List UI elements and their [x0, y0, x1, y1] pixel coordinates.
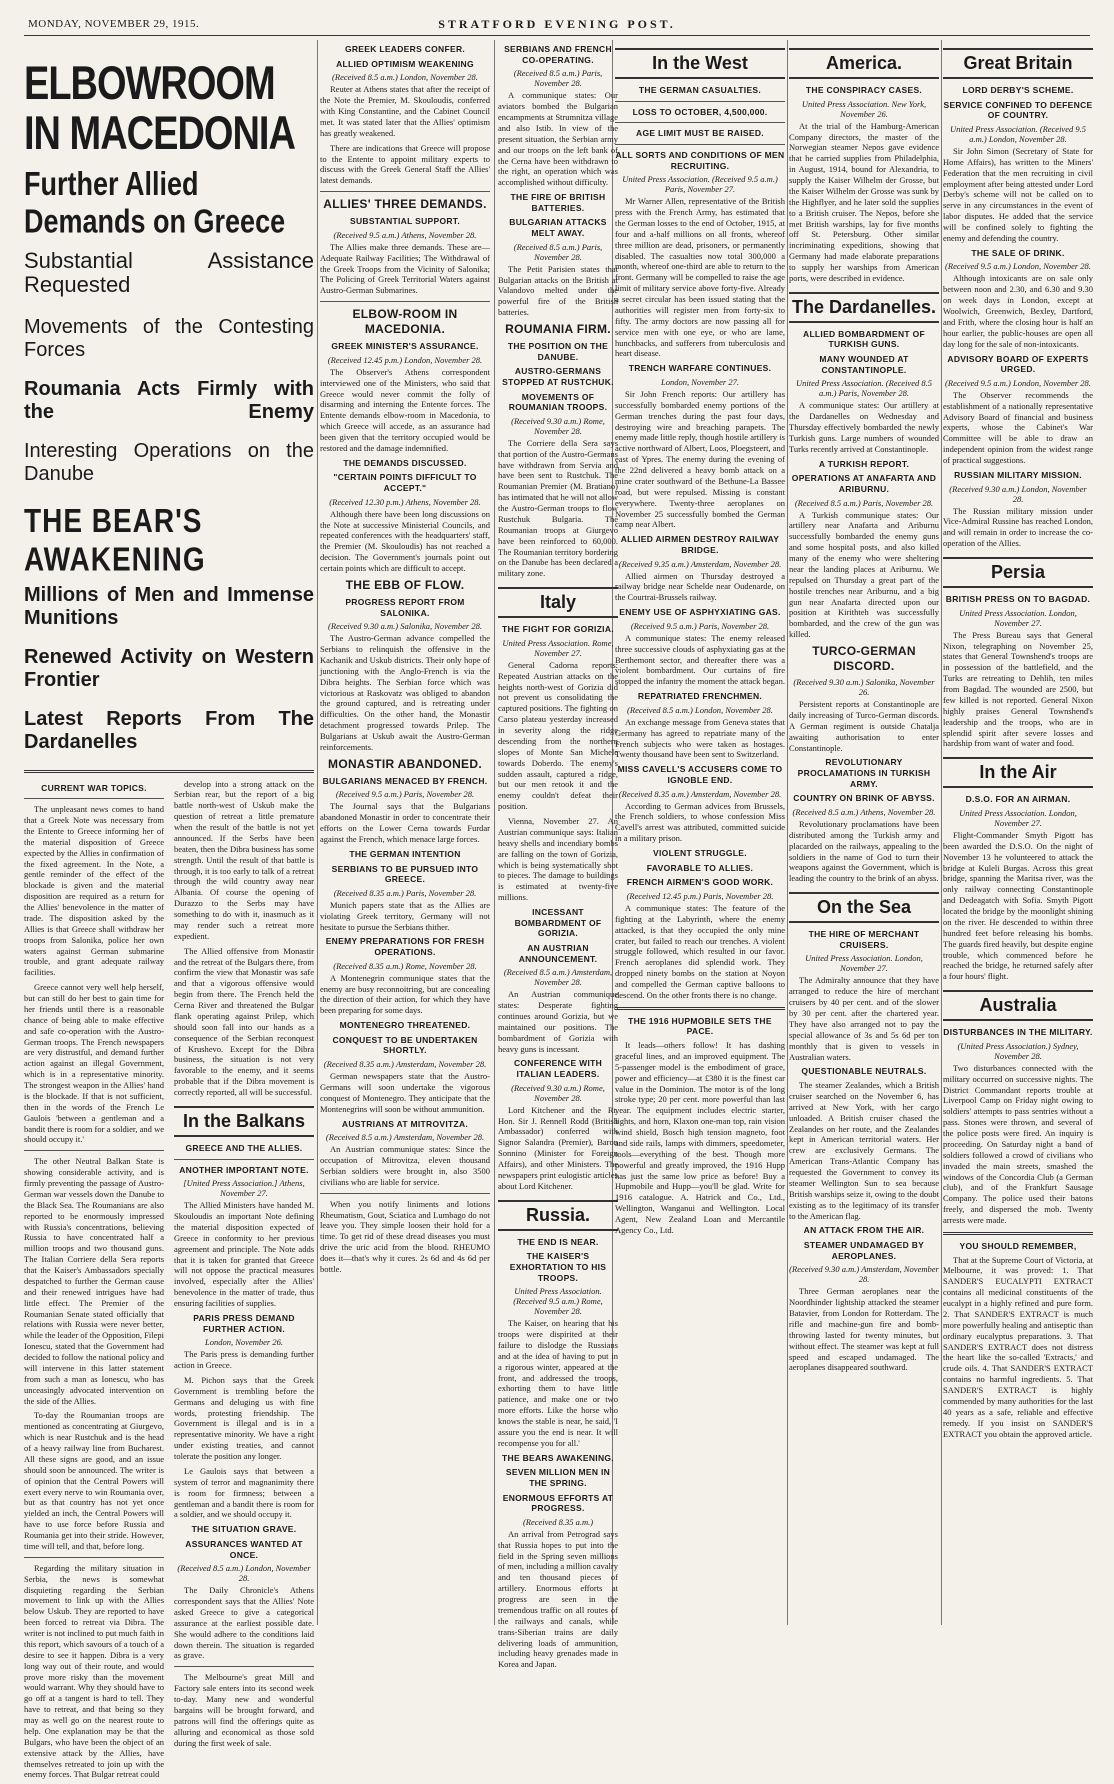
article-paragraph: An exchange message from Geneva states that Germany has agreed to repatriate many of the French subjects who were taken as hostages. Twenty thousand have been sent to Switzerland. — [615, 716, 785, 760]
dateline: [United Press Association.] Athens, November 27. — [183, 1178, 305, 1199]
divider — [24, 1150, 164, 1151]
article-paragraph: The Journal says that the Bulgarians abandoned Monastir in order to concentrate their efforts on the Lower Cerna towards Furdar against the French, which menace large forces. — [320, 801, 490, 844]
dateline: (Received 12.45 p.m.) London, November 28. — [327, 354, 483, 365]
article-paragraph: The Allied Ministers have handed M. Skouloudis an important Note defining the material disposition expected of Greece in conformity to her previous agreement and principle. The Note adds that it is taken for granted that Greece will not oppose the practical measures involved, especially after the Allies' benevolence in the matter of trade, thus ensuring facilities of supplies. — [174, 1200, 314, 1309]
dateline: (Received 8.35 a.m.) Rome, November 28. — [333, 960, 477, 971]
article-heading: MONTENEGRO THREATENED. — [339, 1020, 471, 1031]
dateline: United Press Association. (Received 9.5 a.m.) Rome, November 28. — [513, 1286, 603, 1317]
section-heading: Russia. — [498, 1200, 618, 1231]
article-heading: CURRENT WAR TOPICS. — [41, 782, 147, 793]
article-heading: SEVEN MILLION MEN IN THE SPRING. — [505, 1467, 611, 1488]
article-heading: THE GERMAN CASUALTIES. — [638, 85, 762, 95]
dateline: London, November 26. — [205, 1337, 283, 1348]
balkans-column — [174, 779, 314, 1784]
article-heading: COUNTRY ON BRINK OF ABYSS. — [793, 793, 935, 804]
dateline: (Received 8.5 a.m.) Athens, November 28. — [792, 806, 936, 817]
article-heading: QUESTIONABLE NEUTRALS. — [801, 1066, 927, 1077]
dateline: (Received 8.5 a.m.) Paris, November 28. — [513, 241, 603, 262]
article-heading: MANY WOUNDED AT CONSTANTINOPLE. — [819, 354, 909, 375]
article-paragraph: Greece cannot very well help herself, but can still do her best to gain time for her friends until there is a reasonable chance of being able to make effective and safe co-operation with the Austro-German troops. The French newspapers are very distrustful, and demand further action against an illegal Government, which is in a representative minority. The strongest weapon in the Allies' hand is the blockade. If that is not sufficient, then in the words of the French Le Gaulois 'between a gentleman and a bandit there is room for a soldier, and we should occupy it.' — [24, 982, 164, 1145]
article-heading: BULGARIANS MENACED BY FRENCH. — [322, 775, 488, 786]
dateline: (Received 8.35 a.m.) Paris, November 28. — [333, 887, 477, 898]
advertisement-heading: YOU SHOULD REMEMBER, — [959, 1240, 1077, 1251]
article-heading: AN ATTACK FROM THE AIR. — [803, 1225, 925, 1236]
dateline: (Received 9.5 a.m.) Athens, November 28. — [333, 229, 477, 240]
article-heading: ALLIED BOMBARDMENT OF TURKISH GUNS. — [803, 328, 925, 350]
article-heading: THE SITUATION GRAVE. — [191, 1524, 297, 1535]
article-paragraph: The unpleasant news comes to hand that a Greek Note was necessary from the Entente to Greece informing her of the material disposition of Greece expected by the Allies in confirmation of the fixed agreement. In the Note, a gentle reminder of the effect of the blockade is given and the material disposition are required as a return for the Allies' benevolence in the matter of trade. The disposition asked by the Allies is that Greece shall withdraw her troops from Salonika, police her own waters against German submarine trouble, and grant adequate railway facilities. — [24, 804, 164, 978]
article-heading: ASSURANCES WANTED AT ONCE. — [185, 1538, 303, 1560]
dateline: United Press Association. (Received 8.5 a.m.) Paris, November 28. — [796, 378, 932, 399]
dateline: (Received 9.5 a.m.) London, November 28. — [945, 261, 1091, 272]
article-paragraph: Although there have been long discussions on the Note at successive Ministerial Councils, and repeated conferences with the headquarters' staff, the Premier (M. Skouloudis) has not reached a decision. The Government's journals point out certain points which are difficult to accept. — [320, 508, 490, 573]
section-heading: In the Air — [943, 757, 1093, 788]
lead-headline: ELBOWROOM IN MACEDONIA — [24, 57, 295, 160]
divider — [615, 122, 785, 123]
article-heading: CONQUEST TO BE UNDERTAKEN SHORTLY. — [332, 1034, 478, 1056]
article-paragraph: The Allies make three demands. These are— Adequate Railway Facilities; The Withdrawal of the Greek Troops from the Vicinity of Salonika; The Policing of Greek Territorial Waters against Austro-German Submarines. — [320, 241, 490, 296]
article-paragraph: Allied airmen on Thursday destroyed a railway bridge near Schelde near Oudenarde, on the Courtrai-Brussels railway. — [615, 570, 785, 603]
article-paragraph: The Kaiser, on hearing that his troops were dispirited at their failure to dislodge the Russians and at the idea of having to put in a rigorous winter, appeared at the front, and addressed the troops, exhorting them to have little patience, and make one or two more efforts. Like the horse who knows the stable is near, he said, 'I assure you the end is near. It will recompense you for all.' — [498, 1318, 618, 1448]
advertisement: When you notify liniments and lotions Rheumatism, Gout, Sciatica and Lumbago do not leave you. They simple loosen their hold for a time. To get rid of these dread diseases you must drive the uric acid from the blood. RHEUMO does it—that's why it cures. 2s 6d and 4s 6d per bottle. — [320, 1198, 490, 1274]
article-paragraph: An Austrian communique states: Since the occupation of Mitrovitza, eleven thousand Serbian soldiers were brought in, also 3500 civilians who are liable for service. — [320, 1144, 490, 1187]
lead-line: Movements of the Contesting Forces — [24, 315, 314, 361]
article-heading: ALLIES' THREE DEMANDS. — [323, 197, 487, 212]
article-paragraph: An arrival from Petrograd says that Russia hopes to put into the field in the Spring seven millions of men, including a million cavalry and ten thousand pieces of artillery. Enormous efforts at progress are seen in the tremendous traffic on all routes of the railways and canals, while trans-Siberian trains are daily delivering loads of ammunition, including heavy grenades made in Korea and Japan. — [498, 1528, 618, 1670]
dateline: (Received 9.30 a.m.) Rome, November 28. — [511, 1082, 605, 1103]
article-heading: THE POSITION ON THE DANUBE. — [507, 341, 609, 362]
dateline: London, November 27. — [661, 376, 739, 387]
section-heading: In the Balkans — [174, 1106, 314, 1137]
article-heading: THE CONSPIRACY CASES. — [805, 85, 923, 95]
dateline: (Received 9.35 a.m.) Amsterdam, November 28. — [618, 558, 782, 569]
article-heading: ALL SORTS AND CONDITIONS OF MEN RECRUITING. — [615, 149, 785, 171]
divider — [943, 1232, 1093, 1235]
column-rule — [941, 40, 942, 1625]
article-heading: ADVISORY BOARD OF EXPERTS URGED. — [947, 353, 1089, 375]
section-heading: Italy — [498, 587, 618, 618]
article-heading: LOSS TO OCTOBER, 4,500,000. — [632, 106, 768, 117]
lead-line: Roumania Acts Firmly with the Enemy — [24, 377, 314, 423]
article-paragraph: Revolutionary proclamations have been distributed among the Turkish army and placarded on the railways, appealing to the soldiers in the name of God to turn their weapons against the Government, which is leading the country to the brink of an abyss. — [789, 818, 939, 884]
article-heading: THE SALE OF DRINK. — [971, 247, 1065, 258]
article-paragraph: Flight-Commander Smyth Pigott has been awarded the D.S.O. On the night of November 13 he volunteered to attack the bridge at Kuleli Burgas. Across this great bridge, spanning the Maritsa river, was the only railway connecting Constantinople and Dedeagatch with Sofia. Smyth Pigott located the bridge by the moonlight shining on the river. He descended to within three hundred feet before releasing his bombs. The guards fired heavily, but despite engine trouble, which commenced before he reached the bridge, he returned safely after a four hours' flight. — [943, 829, 1093, 982]
article-heading: BRITISH PRESS ON TO BAGDAD. — [945, 594, 1091, 604]
article-heading: PARIS PRESS DEMAND FURTHER ACTION. — [193, 1312, 295, 1334]
article-paragraph: develop into a strong attack on the Serbian rear, but the report of a big battle north-west of Uskub make the question of retreat a little premature when the result of the battle is not yet announced. If the Serbs have been beaten, then the Dibra business has some strength. Until the result of that battle is through, it is too early to talk of a retreat through the wild country away near Albania. Of course the opening of Durazzo to the Serbs may have something to do with it, inasmuch as it may render such a retreat more expedient. — [174, 778, 314, 941]
dateline: (Received 9.30 a.m.) Salonika, November 26. — [793, 677, 935, 697]
dateline: (Received 9.5 a.m.) Paris, November 28. — [335, 789, 475, 800]
section-heading: In the West — [615, 48, 785, 79]
article-paragraph: Two disturbances connected with the military occurred on successive nights. The District Commandant reports trouble at Liverpool Camp on Friday night owing to soldiers' attempts to pass sentries without a pass. Stones were thrown, and several of the police posts were fired. An inquiry is proceeding. On Saturday night a band of soldiers followed a crowd of civilians who invaded the main streets, smashed the windows of the Concordia Club (a German club), and of the Frankfurt Sausage Company. The police used their batons freely, and dispersed the mob. Twenty arrests were made. — [943, 1062, 1093, 1225]
article-paragraph: The Paris press is demanding further action in Greece. — [174, 1349, 314, 1371]
article-paragraph: Le Gaulois says that between a system of terror and magnanimity there is room for firmness; between a gentleman and a bandit there is room for a soldier, and we should occupy it. — [174, 1465, 314, 1520]
article-heading: OPERATIONS AT ANAFARTA AND ARIBURNU. — [791, 473, 937, 494]
article-heading: LORD DERBY'S SCHEME. — [962, 85, 1074, 95]
article-paragraph: German newspapers state that the Austro-Germans will soon undertake the vigorous conquest of Montenegro. They anticipate that the Montenegrins will soon be without ammunition. — [320, 1071, 490, 1114]
article-paragraph: Regarding the military situation in Serbia, the news is somewhat disquieting regarding the Serbian movement to link up with the Allies below Uskub. They are reported to have been forced to retreat via Dibra. The writer is not inclined to put much faith in this report, which savours of a touch of a desire to see it happen. Dibra is a very long way out of their route, and would prove more risky than the movement would warrant. Why they should have to go off at a tangent is hard to tell. They have to retreat, and that being so they may as well go on the nearest route to help. One explanation may be that the Bulgars, who have been the object of an extensive attack by the Allies, have themselves retreated to join up with the enemy forces. That Bulgar retreat could — [24, 1562, 164, 1780]
article-paragraph: An Austrian communique states: Desperate fighting continues around Gorizia, but we maintained our positions. The bombardment of Gorizia with heavy guns is incessant. — [498, 989, 618, 1054]
current-war-topics — [24, 779, 164, 1784]
section-heading: America. — [789, 48, 939, 79]
divider — [320, 301, 490, 302]
greek-news-column — [320, 40, 490, 1625]
advertisement: That at the Supreme Court of Victoria, at Melbourne, it was proved: 1. That SANDER'S EUCALYPTI EXTRACT contains all medicinal constituents of the eucalypt in a highly refined and pure form. 2. That SANDER'S EXTRACT is much more powerfully healing and antiseptic than ordinary eucalyptus preparations. 3. That SANDER'S EXTRACT does not distress the heart like the so-called 'Extracts,' and crude oils. 4. That SANDER'S EXTRACT contains no harmful ingredients. 5. That SANDER'S EXTRACT is highly commended by many authorities for the last 40 years as a safe, reliable and effective remedy. If you insist on SANDER'S EXTRACT you obtain the approved article. — [943, 1254, 1093, 1439]
article-paragraph: There are indications that Greece will propose to the Entente to appoint military experts to discuss with the Greek General Staff the Allies' latest demands. — [320, 142, 490, 186]
issue-date: MONDAY, NOVEMBER 29, 1915. — [28, 18, 200, 30]
article-paragraph: The Observer recommends the establishment of a nationally representative Advisory Board of financial and business experts, whose the Cabinet's War Committee will be able to draw an independent opinion from the widest range of practical suggestions. — [943, 389, 1093, 465]
divider — [320, 1193, 490, 1194]
article-heading: THE GERMAN INTENTION — [349, 848, 461, 859]
article-paragraph: Vienna, November 27. An Austrian communique says: Italian heavy shells and incendiary bombs are falling on the town of Gorizia, which is being systematically shot to pieces. The damage to buildings is estimated at twenty-five millions. — [498, 816, 618, 903]
article-paragraph: The Russian military mission under Vice-Admiral Russine has reached London, and will remain in order to increase the co-operation of the Allies. — [943, 505, 1093, 549]
lead-line: Latest Reports From The Dardanelles — [24, 707, 314, 753]
article-paragraph: The steamer Zealandes, which a British cruiser searched on the November 6, has arrived at New York, with her cargo unloaded. A British cruiser chased the Zealandes on her route, and the Zealandes kept in American territorial waters. Her crew are exclusively Germans. The American Trans-Atlantic Company has requested the Government to convey its steamer Wellington Sun to sea because British warships seize it, owing to the doubt existing as to the legitimacy of its transfer to the American flag. — [789, 1080, 939, 1221]
article-heading: REVOLUTIONARY PROCLAMATIONS IN TURKISH ARMY. — [797, 757, 931, 789]
article-heading: THE DEMANDS DISCUSSED. — [343, 457, 467, 468]
article-heading: INCESSANT BOMBARDMENT OF GORIZIA. — [514, 907, 602, 939]
dateline: (Received 9.30 a.m.) Rome, November 28. — [511, 415, 605, 436]
dateline: (Received 8.5 a.m.) London, November 28. — [627, 704, 773, 715]
dateline: (Received 9.30 a.m.) London, November 28. — [949, 483, 1087, 504]
article-paragraph: The Daily Chronicle's Athens correspondent says that the Allies' Note asked Greece to give a categorical assurance at the earliest possible date. She would adhere to the conditions laid down therein. The situation is regarded as grave. — [174, 1585, 314, 1661]
article-heading: D.S.O. FOR AN AIRMAN. — [965, 794, 1071, 805]
article-heading: MONASTIR ABANDONED. — [328, 756, 482, 771]
article-paragraph: A communique states: The feature of the fighting at the Labyrinth, where the enemy attacked, is that they occupied the only mine crater, but failed to reach our trenches. A violent struggle followed, which resulted in our favor. French aeroplanes did splendid work. They dropped ninety bombs on the station at Noyon and compelled the German captive balloons to descend. On the other fronts there is no change. — [615, 902, 785, 1000]
column-rule — [317, 40, 318, 1625]
article-heading: ALLIED OPTIMISM WEAKENING — [336, 58, 474, 69]
dateline: (Received 8.5 a.m.) Amsterdam, November 28. — [503, 967, 613, 988]
article-paragraph: The Allied offensive from Monastir and the retreat of the Bulgars there, from confirm the view that Monastir was safe and that a vigorous offensive would begin from there. The French held the Cerna River and threatened the Bulgar flank operating against Prilep, which should soon fall into our hands as a consequence of the Serbian reconquest of Krushevo. Except for the Dibra business, the situation is not very favorable to the enemy, and it seems probable that if the Dibra movement is correctly reported, all will be successful. — [174, 945, 314, 1098]
divider — [320, 191, 490, 192]
article-paragraph: The Observer's Athens correspondent interviewed one of the Ministers, who said that Greece would never commit the folly of disarming and interning the Entente forces. The Entente demands elbow-room in Macedonia, to which Greece will accede, as an assurance had been given that the territory occupied would be restored and the damage indemnified. — [320, 366, 490, 453]
divider — [174, 1666, 314, 1667]
article-heading: DISTURBANCES IN THE MILITARY. — [943, 1027, 1093, 1038]
article-heading: MOVEMENTS OF ROUMANIAN TROOPS. — [508, 391, 608, 413]
divider — [615, 1007, 785, 1010]
article-heading: THE FIGHT FOR GORIZIA. — [502, 624, 614, 635]
lead-line: Interesting Operations on the Danube — [24, 439, 314, 485]
lead-column — [24, 40, 314, 1780]
article-paragraph: The Admiralty announce that they have arranged to reduce the hire of merchant cruisers by 40 per cent. and of the slower by 30 per cent. after the chartered year. They have also arranged not to pay the special allowance of 3s and 5s 6d per ton monthly that is given to vessels in Australian waters. — [789, 975, 939, 1062]
article-heading: MISS CAVELL'S ACCUSERS COME TO IGNOBLE END. — [617, 764, 783, 785]
article-heading: TURCO-GERMAN DISCORD. — [812, 644, 916, 673]
dateline: (Received 8.5 a.m.) Paris, November 28. — [513, 68, 603, 89]
article-paragraph: Sir John French reports: Our artillery has successfully bombarded enemy portions of the German trenches during the past four days, destroying wire and breaching parapets. The enemy made little reply, though hostile artillery is active northward of Albert, Loos, Ploegsteert, and east of Ypres. The enemy during the evening of the 22nd delivered a heavy bomb attack on a mine crater southward of the Bethune-La Bassee road, but were repulsed. Missing is constant everywhere. Twenty-three aeroplanes on November 25 successfully bombed the German camp near Albert. — [615, 388, 785, 530]
lead-subhead-2: Substantial Assistance Requested — [24, 248, 314, 298]
article-heading: AGE LIMIT MUST BE RAISED. — [636, 128, 764, 139]
dateline: (Received 8.5 a.m.) London, November 28. — [332, 72, 478, 83]
dateline: (Received 12.30 p.m.) Athens, November 28. — [329, 496, 481, 507]
dateline: (Received 12.45 p.m.) Paris, November 28. — [626, 890, 774, 901]
article-heading: ANOTHER IMPORTANT NOTE. — [179, 1164, 309, 1175]
divider — [615, 101, 785, 102]
section-heading: Great Britain — [943, 48, 1093, 79]
dateline: (Received 9.5 a.m.) Paris, November 28. — [630, 620, 770, 631]
divider — [24, 1557, 164, 1558]
article-heading: STEAMER UNDAMAGED BY AEROPLANES. — [803, 1240, 925, 1261]
dateline: (Received 8.35 a.m.) Amsterdam, November 28. — [618, 788, 782, 799]
divider — [24, 798, 164, 799]
dateline: (Received 9.30 a.m.) Amsterdam, November 28. — [789, 1264, 939, 1285]
article-heading: AUSTRO-GERMANS STOPPED AT RUSTCHUK. — [502, 366, 614, 387]
article-paragraph: Although intoxicants are on sale only between noon and 2.30, and 6.30 and 9.30 on week days in London, except at Woolwich, Greenwich, Bexley, Dartford, and Frith, where the closing hour is half an hour earlier, the public-houses are open all day long for the sale of non-intoxicants. — [943, 273, 1093, 349]
article-heading: FRENCH AIRMEN'S GOOD WORK. — [626, 877, 774, 888]
article-heading: THE END IS NEAR. — [517, 1236, 599, 1247]
lead-line: Millions of Men and Immense Munitions — [24, 583, 314, 629]
divider — [24, 770, 314, 773]
article-paragraph: General Cadorna reports: Repeated Austrian attacks on the heights north-west of Gorizia did not prevent us consolidating the captured positions. The fighting on Carso plateau yesterday increased in severity along the ridge descending from the northern slopes of Monte San Michele towards Doberdo. The enemy's sudden assault, captured a ridge, but our men retook it and the enemy couldn't defeat their position. — [498, 659, 618, 812]
advertisement-heading: THE 1916 HUPMOBILE SETS THE PACE. — [628, 1015, 772, 1037]
dateline: (United Press Association.) Sydney, November 28. — [957, 1040, 1079, 1061]
column-rule — [494, 40, 495, 1625]
article-heading: SERBIANS AND FRENCH CO-OPERATING. — [504, 44, 612, 65]
article-heading: SUBSTANTIAL SUPPORT. — [349, 216, 461, 227]
article-paragraph: The Press Bureau says that General Nixon, telegraphing on November 25, states that General Townshend's troops are in possession of the battlefield, and the Turks are retreating to Dehlih, ten miles from Bagdad. The wounded are 2500, but few killed is not reported. General Nixon highly praises General Townshend's leadership and the troops, who are in splendid spirit after severe losses and hardship from want of water and food. — [943, 629, 1093, 749]
divider — [174, 1159, 314, 1160]
article-heading: REPATRIATED FRENCHMEN. — [637, 691, 763, 702]
article-heading: GREECE AND THE ALLIES. — [185, 1142, 303, 1153]
britain-persia-air-australia-column — [943, 40, 1093, 1625]
lead-line: Renewed Activity on Western Frontier — [24, 645, 314, 691]
america-dardanelles-sea-column — [789, 40, 939, 1625]
article-paragraph: A communique states: Our artillery at the Dardanelles on Wednesday and Thursday effectively bombarded the newly Turkish guns. Large numbers of wounded Turks recently arrived at Constantinople. — [789, 400, 939, 454]
dateline: United Press Association. (Received 9.5 a.m.) London, November 28. — [950, 123, 1086, 144]
article-paragraph: The Austro-German advance compelled the Serbians to relinquish the offensive in the Kachanik and Uskub districts. Their only hope of junctioning with the Anglo-French is via the Dibra heights. The Serbian force which was victorious at Raskovatz was obliged to abandon the ground captured, and is retreating under difficulties. On the other hand, the Monastir detachment progressed towards Prilep. The Bulgarians at Uskub await the Austro-German reinforcements. — [320, 633, 490, 752]
article-heading: ALLIED AIRMEN DESTROY RAILWAY BRIDGE. — [620, 534, 780, 555]
lead-subhead: Further Allied Demands on Greece — [24, 164, 286, 240]
article-paragraph: Three German aeroplanes near the Noordhinder lightship attacked the steamer Batavier, from London for Rotterdam. The rifle and machine-gun fire and bomb-throwing lasted for twenty minutes, but without effect. The steamer was kept at full speed and escaped undamaged. The aeroplanes disappeared southward. — [789, 1286, 939, 1373]
dateline: United Press Association. (Received 9.5 a.m.) Paris, November 27. — [622, 174, 778, 195]
dateline: (Received 8.35 a.m.) Amsterdam, November 28. — [323, 1059, 487, 1069]
article-paragraph: Persistent reports at Constantinople are daily increasing of Turco-German discords. A German regiment is outside Chatalja awaiting authorisation to enter Constantinople. — [789, 699, 939, 753]
article-heading: VIOLENT STRUGGLE. — [653, 848, 747, 858]
dateline: (Received 8.5 a.m.) Amsterdam, November 28. — [325, 1132, 485, 1143]
article-paragraph: The other Neutral Balkan State is showing considerable activity, and is firmly preventing the passage of Austro-German war vessels down the Danube to the Black Sea. The Roumanians are also reported to be enormously impressed with Russia's concentrations, believing Russia to have concentrated half a million troops and two thousand guns. The Italian Corriere della Sera reports that the Kaiser's Ambassadors specially despatched to further the German cause and their renewed intrigues have had little effect. The Premier of the Roumanian Senate stated officially that relations with Russia were never better, while the leader of the Opposition, Filepi Ionescu, stated that the Government had decided to follow the national policy and will intervene in this latter statement from such a man as Ionescu, who has unceasingly advocated intervention on the side of the Allies. — [24, 1156, 164, 1406]
article-paragraph: The Petit Parisien states that Bulgarian attacks on the British at Valandovo melted under the powerful fire of the British batteries. — [498, 263, 618, 318]
article-paragraph: Sir John Simon (Secretary of State for Home Affairs), has written to the Miners' Federation that the men recruiting in civil employment after being attested under Lord Derby's scheme will not be called on to serve in any circumstances in the event of labor disputes. He added that the service will be confined solely to fighting the enemy and defending the country. — [943, 145, 1093, 243]
article-heading: TRENCH WARFARE CONTINUES. — [628, 363, 772, 374]
article-heading: ELBOW-ROOM IN MACEDONIA. — [352, 307, 458, 337]
article-paragraph: M. Pichon says that the Greek Government is trembling before the Germans and deluging us with fine words, protesting friendship. The Government is illegal and is in a representative minority. We have a right under existing treaties, and cannot tolerate the position any longer. — [174, 1374, 314, 1462]
divider — [615, 144, 785, 145]
article-heading: BULGARIAN ATTACKS MELT AWAY. — [509, 217, 607, 238]
article-heading: THE BEARS AWAKENING. — [502, 1452, 614, 1463]
masthead — [24, 14, 1090, 36]
article-heading: SERBIANS TO BE PURSUED INTO GREECE. — [331, 863, 479, 885]
article-heading: THE KAISER'S EXHORTATION TO HIS TROOPS. — [509, 1251, 607, 1283]
article-paragraph: The Corriere della Sera says that portion of the Austro-Germans have withdrawn from Servia and have been sent to Rustchuk. The Roumanian Premier (M. Bratiano) has intimated that he will not allow the Austro-German troops to flow Rustchuk Bulgaria. The Roumanian troops at Giurgevo have been reinforced to 60,000. The Roumanian territory bordering on the Danube has been declared a military zone. — [498, 437, 618, 579]
article-heading: THE FIRE OF BRITISH BATTERIES. — [510, 192, 606, 213]
article-paragraph: Mr Warner Allen, representative of the British press with the French Army, has estimated that the German losses to the end of October, 1915, at four and a-half millions on all fronts, whereof three million are dead, prisoners, or permanently disabled. The casualties now total 300,000 a month, whereof one-third are able to return to the front. Germany will be compelled to raise the age limit of military service above forty-five. Already a secret circular has been issued stating that the authorities will register men from forty-six to fifty. The army doctors are now passing all for service men with one eye, or who are lame, hunchbacks, and sufferers from tuberculosis and heart disease. — [615, 196, 785, 359]
article-paragraph: To-day the Roumanian troops are mentioned as concentrating at Giurgevo, which is near Rustchuk and is the head of a heavy railway line from Bucharest. All these signs are good, and an issue should soon be announced. The writer is of opinion that the Central Powers will exert every nerve to win Roumania over, but as that country has not yet once yielded an inch, the Central Powers will have to use force before Russia and Roumania get into their stride. However, time will tell, and that, before long. — [24, 1410, 164, 1551]
article-heading: SERVICE CONFINED TO DEFENCE OF COUNTRY. — [943, 99, 1093, 121]
dateline: United Press Association. Rome, November 27. — [502, 637, 614, 658]
western-front-column — [615, 40, 785, 1625]
article-heading: GREEK LEADERS CONFER. — [344, 44, 466, 54]
dateline: (Received 9.30 a.m.) Salonika, November 28. — [328, 621, 482, 632]
article-paragraph: According to German advices from Brussels, the French soldiers, to whose confession Miss Cavell's arrest was attributed, committed suicide in a military prison. — [615, 800, 785, 844]
section-heading: Persia — [943, 557, 1093, 588]
article-heading: FAVORABLE TO ALLIES. — [646, 862, 754, 873]
section-heading: The Dardanelles. — [789, 292, 939, 323]
article-heading: PROGRESS REPORT FROM SALONIKA. — [345, 596, 465, 618]
article-heading: THE EBB OF FLOW. — [345, 577, 465, 592]
dateline: (Received 9.5 a.m.) London, November 28. — [945, 377, 1091, 388]
dateline: United Press Association. London, November 27. — [959, 607, 1077, 628]
article-heading: GREEK MINISTER'S ASSURANCE. — [331, 341, 479, 352]
article-heading: CONFERENCE WITH ITALIAN LEADERS. — [513, 1058, 603, 1079]
article-heading: ENEMY PREPARATIONS FOR FRESH OPERATIONS. — [325, 936, 485, 957]
section-heading: On the Sea — [789, 892, 939, 923]
dateline: United Press Association. New York, November 26. — [801, 98, 927, 119]
article-paragraph: A communique states: Our aviators bombed the Bulgarian encampments at Strumnitza village and also Istib. In view of the present situation, the Serbian army and our troops on the left bank of the Cerna have been withdrawn to the right, an operation which was accomplished without difficulty. — [498, 90, 618, 188]
article-heading: A TURKISH REPORT. — [818, 458, 910, 469]
article-heading: RUSSIAN MILITARY MISSION. — [954, 469, 1082, 480]
article-heading: ROUMANIA FIRM. — [505, 322, 611, 336]
article-heading: AN AUSTRIAN ANNOUNCEMENT. — [518, 942, 598, 964]
bear-headline: THE BEAR'S AWAKENING — [24, 501, 206, 578]
article-paragraph: The Melbourne's great Mill and Factory sale enters into its second week to-day. Many new and wonderful bargains will be brought forward, and patrons will find the offerings quite as alluring and economical as those sold during the first week of sale. — [174, 1672, 314, 1748]
advertisement: It leads—others follow! It has dashing graceful lines, and an improved equipment. The 5-passenger model is the embodiment of grace, power and efficiency—at £380 it is the finest car value in the Dominion. The motor is of the long stroke type; 20 per cent. more powerful than last year. The equipment includes electric starter, lights, and horn, Klaxon one-man top, rain vision wind shield, Bosch high tension magneto, foot and side rails, lamps with dimmers, speedometer, tools—everything of the best. Though more powerful and greatly improved, the 1916 Hupp has just the same low price as before! Buy a Hupmobile and Hupp—you'll be glad. Write for 1916 catalogue. A. Hatrick and Co., Ltd., Wellington, Wanganui and Wellington. Local Agent, New Zealand Loan and Mercantile Agency Co., Ltd. — [615, 1040, 785, 1235]
article-paragraph: A Montenegrin communique states that the enemy are busy reconnoitring, but are concealing the direction of their action, for which they have been preparing for some days. — [320, 972, 490, 1016]
serbia-italy-russia-column — [498, 40, 618, 1670]
dateline: (Received 8.5 a.m.) Paris, November 28. — [794, 497, 934, 508]
section-heading: Australia — [943, 990, 1093, 1021]
article-heading: THE HIRE OF MERCHANT CRUISERS. — [808, 929, 920, 950]
article-heading: AUSTRIANS AT MITROVITZA. — [341, 1118, 469, 1129]
article-paragraph: A communique states: The enemy released three successive clouds of asphyxiating gas at the Berthemont sector, and thereafter there was a violent bombardment. Our curtains of fire stopped the infantry the moment the attack began. — [615, 632, 785, 687]
article-paragraph: At the trial of the Hamburg-American Company directors, the master of the Norwegian steamer Nepos gave evidence that he carried supplies from Philadelphia, in August, 1914, bound for Alexandria, to supply the Kaiser Wilhelm der Grosse, but the Kaiser Wilhelm der Grosse was sunk by the Highflyer, and he later sold the supplies to a British cruiser. The Nepos, before she met British warships, lay for five months off St. Petersburg. Other similar incriminating expeditions, showing that Germany had made elaborate preparations to supply her warships from American ports, were described in evidence. — [789, 120, 939, 283]
article-heading: ENORMOUS EFFORTS AT PROGRESS. — [502, 1492, 614, 1514]
article-paragraph: Reuter at Athens states that after the receipt of the Note the Premier, M. Skouloudis, conferred with King Constantine, and the Cabinet Council met. It was stated later that the Allies' optimism has greatly weakened. — [320, 84, 490, 138]
article-paragraph: A Turkish communique states: Our artillery near Anafarta and Ariburnu successfully bombarded the enemy guns and some hospital posts, and also killed many of the enemy who were sheltering near the landing places at Ariburnu. We repulsed on Thursday a great part of the hostile trenches near Ariburnu, and a big gun near Anafarta directed upon our position at Kirithteh was successfully bombarded, and the crew of the gun was killed. — [789, 509, 939, 640]
column-rule — [787, 40, 788, 1625]
paper-name: STRATFORD EVENING POST. — [438, 17, 676, 31]
article-paragraph: Munich papers state that as the Allies are violating Greek territory, Germany will not hesitate to pursue the Serbians thither. — [320, 899, 490, 932]
dateline: United Press Association. London, November 27. — [959, 807, 1077, 828]
article-heading: "CERTAIN POINTS DIFFICULT TO ACCEPT." — [333, 472, 477, 493]
article-heading: ENEMY USE OF ASPHYXIATING GAS. — [619, 607, 781, 618]
article-paragraph: Lord Kitchener and the Rt. Hon. Sir J. Rennell Rodd (British Ambassador) conferred with Signor Salandra (Premier), Baron Sonnino (Minister for Foreign Affairs), and other Ministers. The newspapers print eulogistic articles about Lord Kitchener. — [498, 1104, 618, 1191]
dateline: (Received 8.5 a.m.) London, November 28. — [177, 1563, 311, 1584]
dateline: (Received 8.35 a.m.) — [522, 1516, 594, 1527]
dateline: United Press Association. London, November 27. — [805, 953, 923, 974]
